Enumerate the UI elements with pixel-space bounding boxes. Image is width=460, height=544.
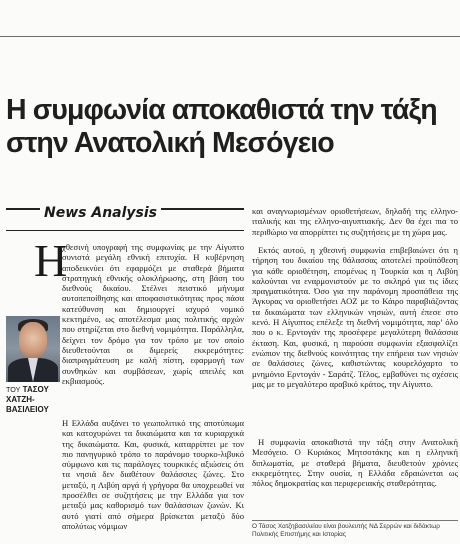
section-label: News Analysis — [40, 203, 161, 223]
author-byline — [6, 385, 62, 415]
right-paragraph-2: Εκτός αυτού, η χθεσινή συμφωνία επιβεβαιώνει ότι η τήρηση του δικαίου της θάλασσας αποτελεί προϋπόθεση για κάθε οριοθέτηση, επομένως η Τουρκία και η Λιβύη καλούνται να εναρμονιστούν με το σκληρό για τις ίδιες πραγματικότητα. Όσο για την παράνομη προσπάθεια της Άγκυρας να οριοθετήσει ΑΟΖ με το Κάιρο παραβιάζοντας τα δικαιώματα των ελληνικών νησιών, αυτή έπεσε στο κενό. Η Αίγυπτος επέλεξε τη διεθνή νομιμότητα, παρ’ όλο που ο κ. Ερντογάν της προσέφερε μεγαλύτερη θαλάσσια έκταση. Και, φυσικά, η παρούσα συμφωνία εξασφαλίζει ενώπιον της διεθνούς κοινότητας την επήρεια των νησιών σε θαλάσσιες ζώνες, καθιστώντας κουρελόχαρτο το μνημόνιο Ερντογάν - Σαράτζ. Τέλος, εμβαθύνει τις σχέσεις μας με το μεγαλύτερο αραβικό κράτος, την Αίγυπτο. — [252, 245, 458, 389]
drop-cap: Η — [34, 235, 68, 286]
right-paragraph-1: και αναγνωρισμένων οριοθετήσεων, δηλαδή της ελληνο-ιταλικής και της ελληνο-αιγυπτιακής. Δεν θα έχει πια το περιθώριο να απορρίπτει τις συζητήσεις με τη χώρα μας. — [252, 206, 458, 237]
author-photo — [6, 316, 60, 382]
section-rule-bottom — [6, 230, 244, 231]
author-footnote: Ο Τάσος Χατζηβασιλείου είναι βουλευτής ΝΔ Σερρών και διδάκτωρ Πολιτικής Επιστήμης και Ιστορίας — [252, 520, 458, 539]
byline-name: ΤΑΣΟΥ ΧΑΤΖΗ-ΒΑΣΙΛΕΙΟΥ — [6, 385, 49, 414]
paragraph-2: Η Ελλάδα αυξάνει το γεωπολιτικό της αποτύπωμα και κατοχυρώνει τα δικαιώματα και τα κυριαρχικά της δικαιώματα. Και, φυσικά, καταρρίπτει με τον πιο πανηγυρικό τρόπο το παράνομο τουρκο-λιβυκό σύμφωνο και τις παράλογες τουρκικές αξιώσεις ότι τα νησιά δεν διαθέτουν θαλάσσιες ζώνες. Στο μεταξύ, η Λιβύη αργά ή γρήγορα θα υποχρεωθεί να προσέλθει σε συζητήσεις με την Ελλάδα για τον μεταξύ μας καθορισμό των θαλάσσιων ζωνών. Κι αυτό γιατί από σήμερα βρίσκεται μεταξύ δύο απολύτως νόμιμων — [62, 418, 244, 531]
byline-prefix: ΤΟΥ — [6, 385, 21, 394]
intro-text: χθεσινή υπογραφή της συμφωνίας με την Αίγυπτο συνιστά μεγάλη εθνική επιτυχία. Η κυβέρνηση αποδεικνύει ότι εφαρμόζει με σταθερά βήματα στρατηγική εθνικής ολοκλήρωσης, στη βάση του διεθνούς δικαίου. Στέλνει πειστικό μήνυμα αυτοπεποίθησης και αποφασιστικότητας προς πάσα κατεύθυνση και δημιουργεί ισχυρό νομικό κεκτημένο, ως αποτέλεσμα μιας πολιτικής αρχών που στηρίζεται στο διεθνή νομιμότητα. Παράλληλα, δείχνει τον δρόμο για τον τρόπο με τον οποίο διευθετούνται οι διμερείς εκκρεμότητες: διαπραγμάτευση με καλή πίστη, εφαρμογή των συνθηκών και συμβάσεων, χωρίς απειλές και εκβιασμούς. — [62, 242, 244, 386]
top-rule — [0, 36, 460, 37]
right-paragraph-3: Η συμφωνία αποκαθιστά την τάξη στην Ανατολική Μεσόγειο. Ο Κυριάκος Μητσοτάκης και η ελληνική διπλωματία, με σταθερά βήματα, διευθετούν χρόνιες εκκρεμότητες. Στην ουσία, η Ελλάδα εδραιώνεται ως πόλος δημοκρατίας και περιφερειακής σταθερότητας. — [252, 437, 458, 489]
article-headline: Η συμφωνία αποκαθιστά την τάξη στην Ανατολική Μεσόγειο — [6, 94, 437, 159]
intro-paragraph-a — [62, 242, 244, 386]
